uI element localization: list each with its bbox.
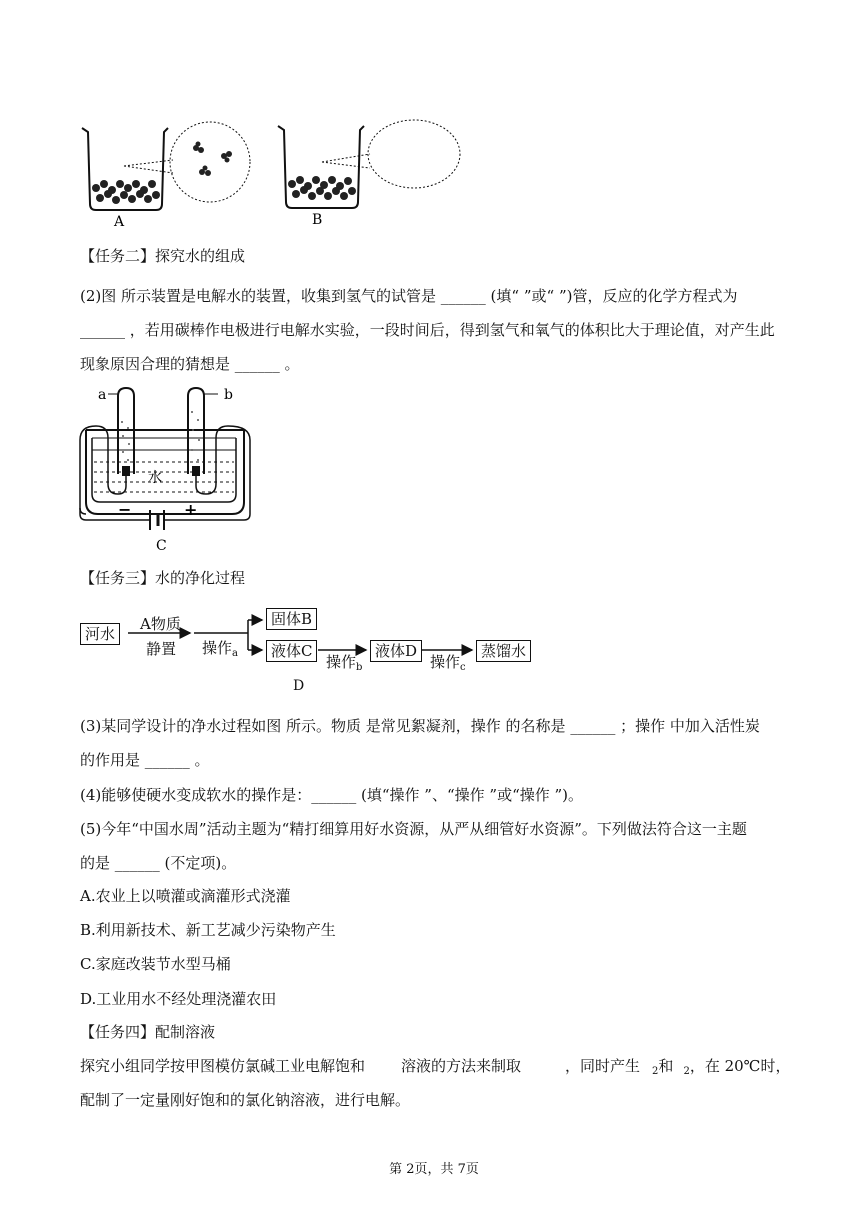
purification-flow <box>0 600 868 700</box>
flow-solid-box: 固体B <box>266 608 317 630</box>
q3-line2: 的作用是 ______ 。 <box>80 751 210 769</box>
beaker-a-label: A <box>114 214 125 230</box>
q5-line1: (5)今年“中国水周”活动主题为“精打细算用好水资源，从严从细管好水资源”。下列做法符合这一主题 <box>80 820 747 838</box>
q2-line1: (2)图 所示装置是电解水的装置，收集到氢气的试管是 ______ (填“ ”或“ ”)管，反应的化学方程式为 <box>80 287 738 305</box>
flow-op-a: 操作$_a$ <box>202 639 238 659</box>
task2-heading: 【任务二】探究水的组成 <box>80 247 246 265</box>
page-footer: 第 2页，共 7页 <box>389 1162 479 1177</box>
q4: (4)能够使硬水变成软水的操作是：______ (填“操作 ”、“操作 ”或“操作 ”)。 <box>80 786 584 804</box>
flow-arrows <box>0 600 868 700</box>
flow-liquid-c-box: 液体C <box>266 640 317 662</box>
tube-b-label: b <box>224 387 233 403</box>
option-a: A.农业上以喷灌或滴灌形式浇灌 <box>80 887 291 905</box>
task4-line2: 配制了一定量刚好饱和的氯化钠溶液，进行电解。 <box>80 1091 411 1109</box>
flow-d-label: D <box>293 678 305 694</box>
beaker-a <box>82 122 250 230</box>
option-b: B.利用新技术、新工艺减少污染物产生 <box>80 921 336 939</box>
option-d: D.工业用水不经处理浇灌农田 <box>80 990 277 1008</box>
figure-c-label: C <box>156 538 167 554</box>
q2-line2: ______ ，若用碳棒作电极进行电解水实验，一段时间后，得到氢气和氧气的体积比大于理论值，对产生此 <box>80 321 775 339</box>
flow-distilled-box: 蒸馏水 <box>476 640 531 662</box>
beaker-b-label: B <box>312 212 323 228</box>
flow-op-b: 操作$_b$ <box>326 653 363 673</box>
task4-heading: 【任务四】配制溶液 <box>80 1023 216 1041</box>
beaker-b <box>278 120 460 228</box>
task3-heading: 【任务三】水的净化过程 <box>80 569 246 587</box>
electrolysis-figure <box>78 382 258 558</box>
task4-line1: 探究小组同学按甲图模仿氯碱工业电解饱和 溶液的方法来制取 ，同时产生 $_2$和 $_2$，在 20℃时， <box>80 1057 791 1077</box>
q5-line2: 的是 ______ (不定项)。 <box>80 854 237 872</box>
water-label: 水 <box>148 470 162 486</box>
flow-reagent-top: A物质 <box>140 615 181 633</box>
flow-liquid-d-box: 液体D <box>370 640 422 662</box>
minus-sign: − <box>118 500 132 519</box>
q3-line1: (3)某同学设计的净水过程如图 所示。物质 是常见絮凝剂，操作 的名称是 ______ ；操作 中加入活性炭 <box>80 717 760 735</box>
flow-reagent-bottom: 静置 <box>146 640 177 658</box>
plus-sign: + <box>184 500 198 519</box>
q2-line3: 现象原因合理的猜想是 ______ 。 <box>80 355 300 373</box>
beaker-figure <box>78 118 468 230</box>
flow-river-box: 河水 <box>80 623 120 645</box>
option-c: C.家庭改装节水型马桶 <box>80 955 231 973</box>
tube-a-label: a <box>98 387 107 403</box>
flow-op-c: 操作$_c$ <box>430 653 466 673</box>
